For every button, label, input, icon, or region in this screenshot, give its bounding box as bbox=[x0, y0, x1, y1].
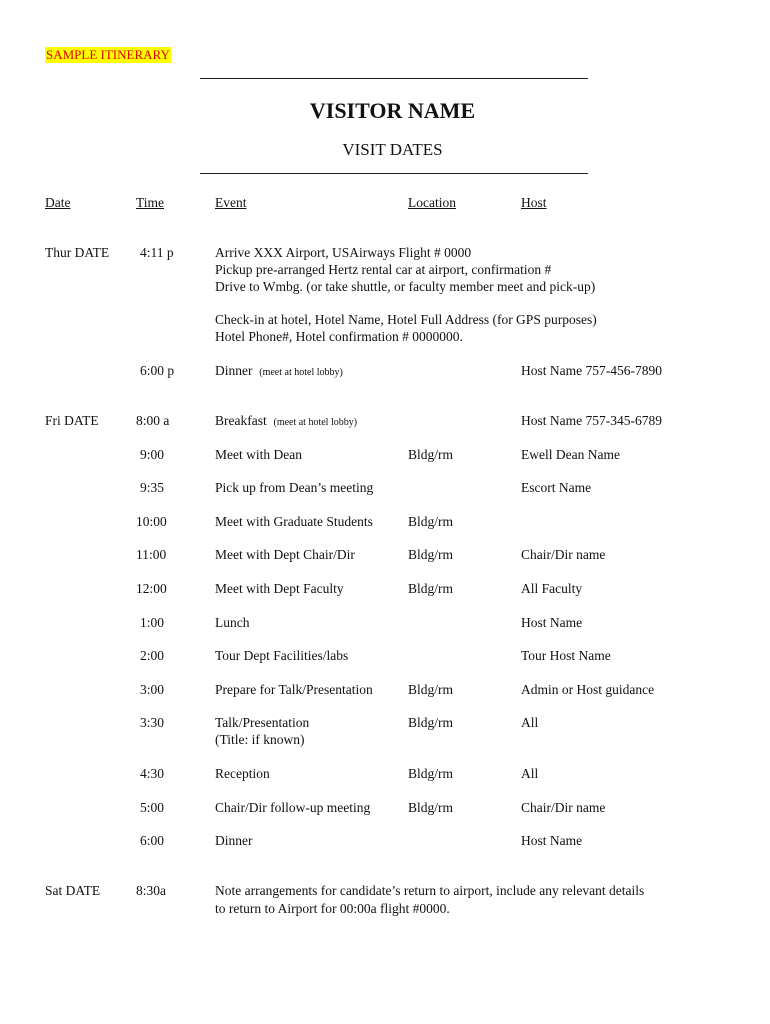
time-cell: 11:00 bbox=[136, 547, 167, 563]
event-text: Breakfast bbox=[215, 413, 267, 428]
event-text: Chair/Dir follow-up meeting bbox=[215, 799, 371, 815]
host-cell: Chair/Dir name bbox=[521, 799, 606, 815]
event-cell bbox=[215, 479, 373, 496]
event-text: Meet with Dept Faculty bbox=[215, 581, 344, 596]
event-text: Prepare for Talk/Presentation bbox=[215, 681, 373, 697]
header-host: Host bbox=[521, 195, 547, 210]
event-cell bbox=[215, 513, 373, 530]
location-cell: Bldg/rm bbox=[408, 547, 454, 563]
time-cell: 6:00 p bbox=[140, 363, 175, 378]
location-cell: Bldg/rm bbox=[408, 681, 454, 697]
event-cell bbox=[215, 765, 270, 782]
event-cell bbox=[215, 580, 344, 597]
event-line: Drive to Wmbg. (or take shuttle, or faculty member meet and pick-up) bbox=[215, 279, 596, 294]
host-cell: Admin or Host guidance bbox=[521, 681, 655, 697]
host-cell: Ewell Dean Name bbox=[521, 446, 620, 462]
host-cell: Host Name bbox=[521, 614, 583, 630]
host-cell: Tour Host Name bbox=[521, 648, 611, 664]
event-line: Hotel Phone#, Hotel confirmation # 0000000. bbox=[215, 329, 463, 344]
event-cell bbox=[215, 832, 253, 849]
host-cell: All bbox=[521, 715, 539, 731]
time-cell: 4:30 bbox=[140, 766, 165, 781]
event-cell bbox=[215, 647, 348, 664]
event-note: (meet at hotel lobby) bbox=[259, 367, 343, 378]
header-event: Event bbox=[215, 195, 247, 210]
day-label-fri: Fri DATE bbox=[45, 413, 99, 428]
location-cell: Bldg/rm bbox=[408, 799, 454, 815]
time-cell: 9:00 bbox=[140, 446, 165, 462]
host-cell: Escort Name bbox=[521, 480, 592, 496]
event-cell bbox=[215, 446, 302, 463]
event-line: Pickup pre-arranged Hertz rental car at airport, confirmation # bbox=[215, 262, 552, 277]
event-text: Talk/Presentation bbox=[215, 715, 310, 731]
time-cell: 3:30 bbox=[140, 715, 165, 731]
time-cell: 8:00 a bbox=[136, 413, 170, 428]
event-cell bbox=[215, 714, 309, 731]
location-cell: Bldg/rm bbox=[408, 513, 454, 529]
header-date: Date bbox=[45, 195, 71, 210]
event-text: Tour Dept Facilities/labs bbox=[215, 648, 349, 664]
time-cell: 4:11 p bbox=[140, 245, 174, 260]
sample-itinerary-label: SAMPLE ITINERARY bbox=[46, 47, 170, 62]
event-text: Meet with Dept Chair/Dir bbox=[215, 547, 355, 563]
event-line: Arrive XXX Airport, USAirways Flight # 0000 bbox=[215, 245, 472, 260]
time-cell: 10:00 bbox=[136, 513, 167, 529]
event-line: (Title: if known) bbox=[215, 732, 305, 748]
event-note: (meet at hotel lobby) bbox=[273, 417, 358, 428]
location-cell: Bldg/rm bbox=[408, 766, 454, 781]
event-cell bbox=[215, 362, 343, 381]
location-cell: Bldg/rm bbox=[408, 581, 454, 596]
top-divider bbox=[200, 78, 588, 79]
location-cell: Bldg/rm bbox=[408, 446, 454, 462]
event-line: to return to Airport for 00:00a flight #0000. bbox=[215, 901, 450, 916]
event-text: Lunch bbox=[215, 614, 250, 630]
day-label-thur: Thur DATE bbox=[45, 245, 110, 260]
host-cell: Host Name bbox=[521, 833, 583, 849]
host-cell: Host Name 757-456-7890 bbox=[521, 363, 662, 378]
event-cell bbox=[215, 412, 357, 431]
header-location: Location bbox=[408, 195, 456, 210]
bottom-divider bbox=[200, 173, 588, 174]
event-cell bbox=[215, 681, 373, 698]
time-cell: 1:00 bbox=[140, 614, 165, 630]
event-cell bbox=[215, 614, 250, 631]
event-text: Reception bbox=[215, 766, 270, 781]
event-text: Pick up from Dean’s meeting bbox=[215, 480, 374, 496]
event-text: Meet with Dean bbox=[215, 446, 302, 462]
event-line: Check-in at hotel, Hotel Name, Hotel Full Address (for GPS purposes) bbox=[215, 312, 597, 327]
event-text: Meet with Graduate Students bbox=[215, 513, 373, 529]
time-cell: 8:30a bbox=[136, 883, 166, 898]
event-cell bbox=[215, 546, 355, 563]
header-time: Time bbox=[136, 195, 165, 210]
host-cell: All Faculty bbox=[521, 581, 583, 596]
time-cell: 5:00 bbox=[140, 799, 165, 815]
time-cell: 3:00 bbox=[140, 681, 165, 697]
event-text: Dinner bbox=[215, 363, 253, 378]
day-label-sat: Sat DATE bbox=[45, 883, 101, 898]
host-cell: Host Name 757-345-6789 bbox=[521, 413, 662, 428]
visit-dates-subtitle: VISIT DATES bbox=[342, 140, 443, 159]
time-cell: 2:00 bbox=[140, 648, 165, 664]
event-text: Dinner bbox=[215, 833, 253, 849]
host-cell: Chair/Dir name bbox=[521, 547, 606, 563]
event-line: Note arrangements for candidate’s return to airport, include any relevant details bbox=[215, 883, 645, 898]
time-cell: 6:00 bbox=[140, 833, 165, 849]
event-cell bbox=[215, 799, 370, 816]
host-cell: All bbox=[521, 766, 539, 781]
location-cell: Bldg/rm bbox=[408, 715, 454, 731]
time-cell: 12:00 bbox=[136, 581, 167, 596]
time-cell: 9:35 bbox=[140, 480, 165, 496]
visitor-name-title: VISITOR NAME bbox=[309, 98, 476, 123]
